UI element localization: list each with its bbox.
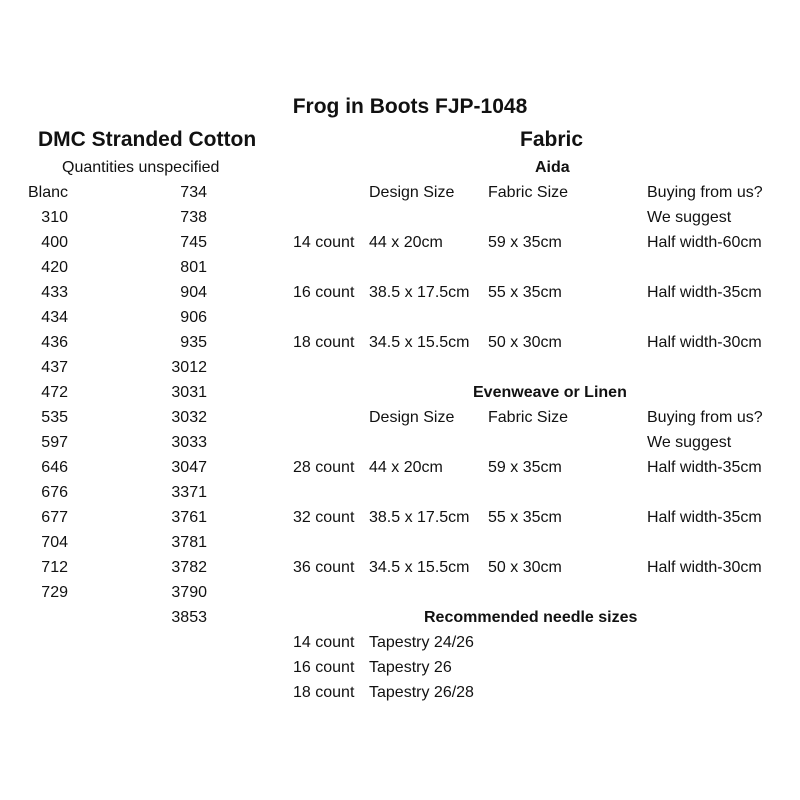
thread-code: 745 [180, 234, 207, 251]
dmc-heading: DMC Stranded Cotton [38, 128, 257, 151]
aida-design-size: 38.5 x 17.5cm [369, 284, 470, 301]
aida-design-size: 44 x 20cm [369, 234, 443, 251]
thread-row [0, 608, 270, 633]
needle-size: Tapestry 24/26 [369, 634, 474, 651]
evenweave-design-size: 44 x 20cm [369, 459, 443, 476]
aida-suggestion: Half width-60cm [647, 234, 762, 251]
thread-row [0, 458, 270, 483]
thread-code: 3761 [171, 509, 207, 526]
needle-count: 16 count [293, 659, 355, 676]
aida-count: 16 count [293, 284, 355, 301]
thread-code: 646 [41, 459, 68, 476]
thread-row [0, 358, 270, 383]
thread-code: 3371 [171, 484, 207, 501]
thread-code: 3853 [171, 609, 207, 626]
thread-code: 704 [41, 534, 68, 551]
thread-row [0, 533, 270, 558]
thread-code: 712 [41, 559, 68, 576]
evenweave-fabric-size: 50 x 30cm [488, 559, 562, 576]
thread-code: 935 [180, 334, 207, 351]
needle-size: Tapestry 26 [369, 659, 452, 676]
aida-fabric-size: 50 x 30cm [488, 334, 562, 351]
thread-code: Blanc [27, 184, 68, 201]
thread-code: 3781 [171, 534, 207, 551]
thread-code: 3012 [171, 359, 207, 376]
thread-code: 904 [180, 284, 207, 301]
thread-code: 535 [41, 409, 68, 426]
thread-list [0, 183, 270, 633]
aida-suggestion: Half width-35cm [647, 284, 762, 301]
aida-fabric-size: 55 x 35cm [488, 284, 562, 301]
evenweave-suggestion: Half width-35cm [647, 509, 762, 526]
fabric-size-header: Fabric Size [488, 184, 569, 201]
thread-code: 3047 [171, 459, 207, 476]
thread-code: 472 [41, 384, 68, 401]
thread-row [0, 283, 270, 308]
aida-heading: Aida [535, 159, 570, 176]
thread-row [0, 558, 270, 583]
thread-row [0, 383, 270, 408]
thread-code: 734 [180, 184, 207, 201]
aida-count: 18 count [293, 334, 355, 351]
suggest-header: We suggest [647, 434, 732, 451]
needles-heading: Recommended needle sizes [424, 609, 638, 626]
thread-code: 677 [41, 509, 68, 526]
thread-code: 400 [41, 234, 68, 251]
thread-code: 434 [41, 309, 68, 326]
evenweave-count: 28 count [293, 459, 355, 476]
quantities-note: Quantities unspecified [62, 159, 220, 176]
thread-row [0, 258, 270, 283]
thread-code: 597 [41, 434, 68, 451]
needle-count: 18 count [293, 684, 355, 701]
thread-code: 729 [41, 584, 68, 601]
evenweave-suggestion: Half width-35cm [647, 459, 762, 476]
evenweave-heading: Evenweave or Linen [473, 384, 627, 401]
evenweave-fabric-size: 59 x 35cm [488, 459, 562, 476]
thread-code: 3033 [171, 434, 207, 451]
buying-header: Buying from us? [647, 409, 763, 426]
thread-row [0, 233, 270, 258]
needle-size: Tapestry 26/28 [369, 684, 474, 701]
thread-code: 420 [41, 259, 68, 276]
thread-row [0, 483, 270, 508]
thread-row [0, 183, 270, 208]
thread-code: 3032 [171, 409, 207, 426]
thread-row [0, 408, 270, 433]
needle-count: 14 count [293, 634, 355, 651]
thread-code: 738 [180, 209, 207, 226]
thread-row [0, 208, 270, 233]
evenweave-count: 32 count [293, 509, 355, 526]
buying-header: Buying from us? [647, 184, 763, 201]
evenweave-design-size: 34.5 x 15.5cm [369, 559, 470, 576]
thread-code: 906 [180, 309, 207, 326]
thread-row [0, 508, 270, 533]
thread-code: 436 [41, 334, 68, 351]
thread-row [0, 333, 270, 358]
thread-code: 3790 [171, 584, 207, 601]
aida-fabric-size: 59 x 35cm [488, 234, 562, 251]
thread-code: 433 [41, 284, 68, 301]
evenweave-count: 36 count [293, 559, 355, 576]
evenweave-fabric-size: 55 x 35cm [488, 509, 562, 526]
thread-code: 437 [41, 359, 68, 376]
design-size-header: Design Size [369, 184, 455, 201]
fabric-size-header: Fabric Size [488, 409, 569, 426]
aida-suggestion: Half width-30cm [647, 334, 762, 351]
thread-row [0, 583, 270, 608]
page-title: Frog in Boots FJP-1048 [292, 95, 528, 118]
fabric-heading: Fabric [520, 128, 584, 151]
evenweave-suggestion: Half width-30cm [647, 559, 762, 576]
thread-row [0, 308, 270, 333]
aida-design-size: 34.5 x 15.5cm [369, 334, 470, 351]
thread-code: 310 [41, 209, 68, 226]
suggest-header: We suggest [647, 209, 732, 226]
aida-count: 14 count [293, 234, 355, 251]
thread-row [0, 433, 270, 458]
evenweave-design-size: 38.5 x 17.5cm [369, 509, 470, 526]
thread-code: 3782 [171, 559, 207, 576]
thread-code: 676 [41, 484, 68, 501]
thread-code: 3031 [171, 384, 207, 401]
design-size-header: Design Size [369, 409, 455, 426]
thread-code: 801 [180, 259, 207, 276]
